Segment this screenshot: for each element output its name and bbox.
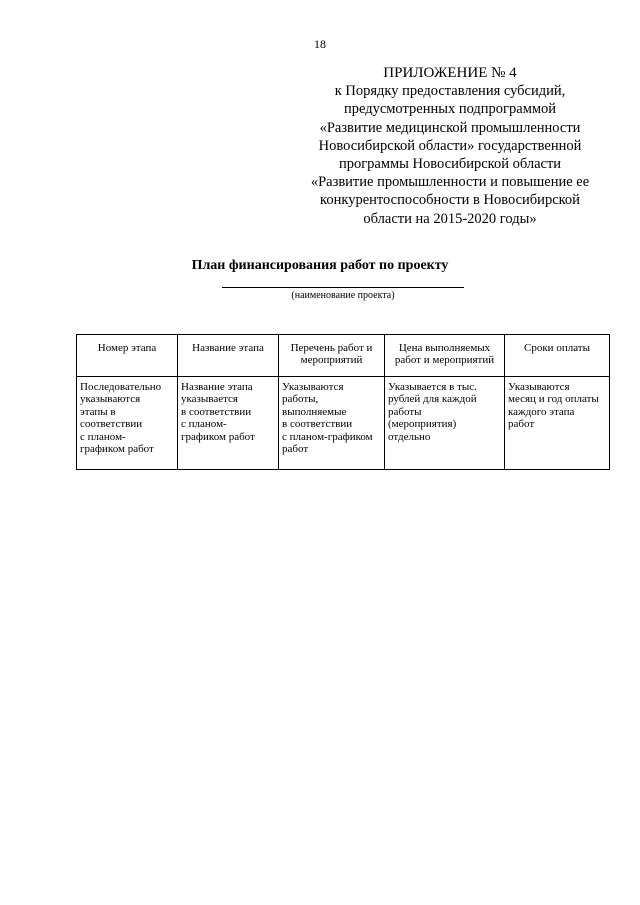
cell-stage-name [178, 377, 279, 470]
cell-text: с планом- [181, 418, 227, 431]
header-text: Сроки оплаты [524, 342, 590, 354]
cell-text: каждого этапа [508, 405, 575, 418]
cell-text: Указываются [282, 381, 344, 393]
cell-text: работ [508, 418, 535, 431]
cell-text: соответствии [80, 418, 143, 431]
cell-payment-terms [505, 377, 610, 470]
header-text: Перечень работ и [290, 342, 373, 354]
cell-text: выполняемые [282, 405, 347, 418]
cell-stage-number [77, 377, 178, 470]
cell-text: Указываются [508, 381, 570, 393]
cell-text: с планом-графиком [282, 430, 373, 443]
project-name-line [222, 287, 464, 288]
header-text: Цена выполняемых [398, 342, 491, 354]
cell-text: Название этапа [181, 381, 253, 393]
cell-text: месяц и год оплаты [508, 393, 599, 406]
header-text: Название этапа [192, 342, 264, 354]
cell-text: с планом- [80, 430, 126, 443]
plan-title: План финансирования работ по проекту [191, 258, 449, 273]
appendix-header [300, 64, 600, 228]
appendix-line: Новосибирской области» государственной [318, 137, 582, 154]
cell-text: указываются [80, 393, 141, 406]
cell-text: работ [282, 443, 309, 456]
cell-text: в соответствии [181, 405, 252, 418]
cell-text: в соответствии [282, 418, 353, 431]
page-number: 18 [314, 37, 326, 51]
header-text: мероприятий [300, 354, 363, 367]
cell-text: работы [388, 405, 422, 418]
cell-text: Последовательно [80, 381, 162, 393]
header-stage-name [178, 335, 279, 377]
appendix-line: области на 2015-2020 годы» [363, 210, 537, 227]
cell-text: графиком работ [80, 443, 154, 456]
header-text: Номер этапа [97, 342, 157, 354]
table-header-row [77, 335, 610, 377]
appendix-line: программы Новосибирской области [338, 156, 562, 173]
cell-text: этапы в [80, 405, 116, 418]
cell-text: работы, [282, 393, 319, 406]
cell-works-list [279, 377, 385, 470]
header-payment-terms [505, 335, 610, 377]
appendix-line: «Развитие медицинской промышленности [319, 119, 581, 136]
appendix-title: ПРИЛОЖЕНИЕ № 4 [383, 65, 517, 81]
header-text: работ и мероприятий [394, 354, 495, 367]
appendix-line: «Развитие промышленности и повышение ее [310, 174, 590, 191]
appendix-line: к Порядку предоставления субсидий, [334, 83, 566, 100]
cell-text: графиком работ [181, 430, 255, 443]
appendix-line: конкурентоспособности в Новосибирской [320, 192, 580, 209]
header-works-price [385, 335, 505, 377]
table-row [77, 377, 610, 470]
cell-text: рублей для каждой [388, 393, 477, 406]
project-name-caption: (наименование проекта) [291, 290, 395, 301]
cell-text: Указывается в тыс. [388, 381, 477, 393]
cell-text: отдельно [388, 430, 431, 443]
cell-text: (мероприятия) [388, 418, 457, 431]
appendix-line: предусмотренных подпрограммой [343, 101, 557, 118]
financing-table [76, 334, 610, 470]
header-stage-number [77, 335, 178, 377]
cell-works-price [385, 377, 505, 470]
header-works-list [279, 335, 385, 377]
cell-text: указывается [181, 393, 238, 406]
